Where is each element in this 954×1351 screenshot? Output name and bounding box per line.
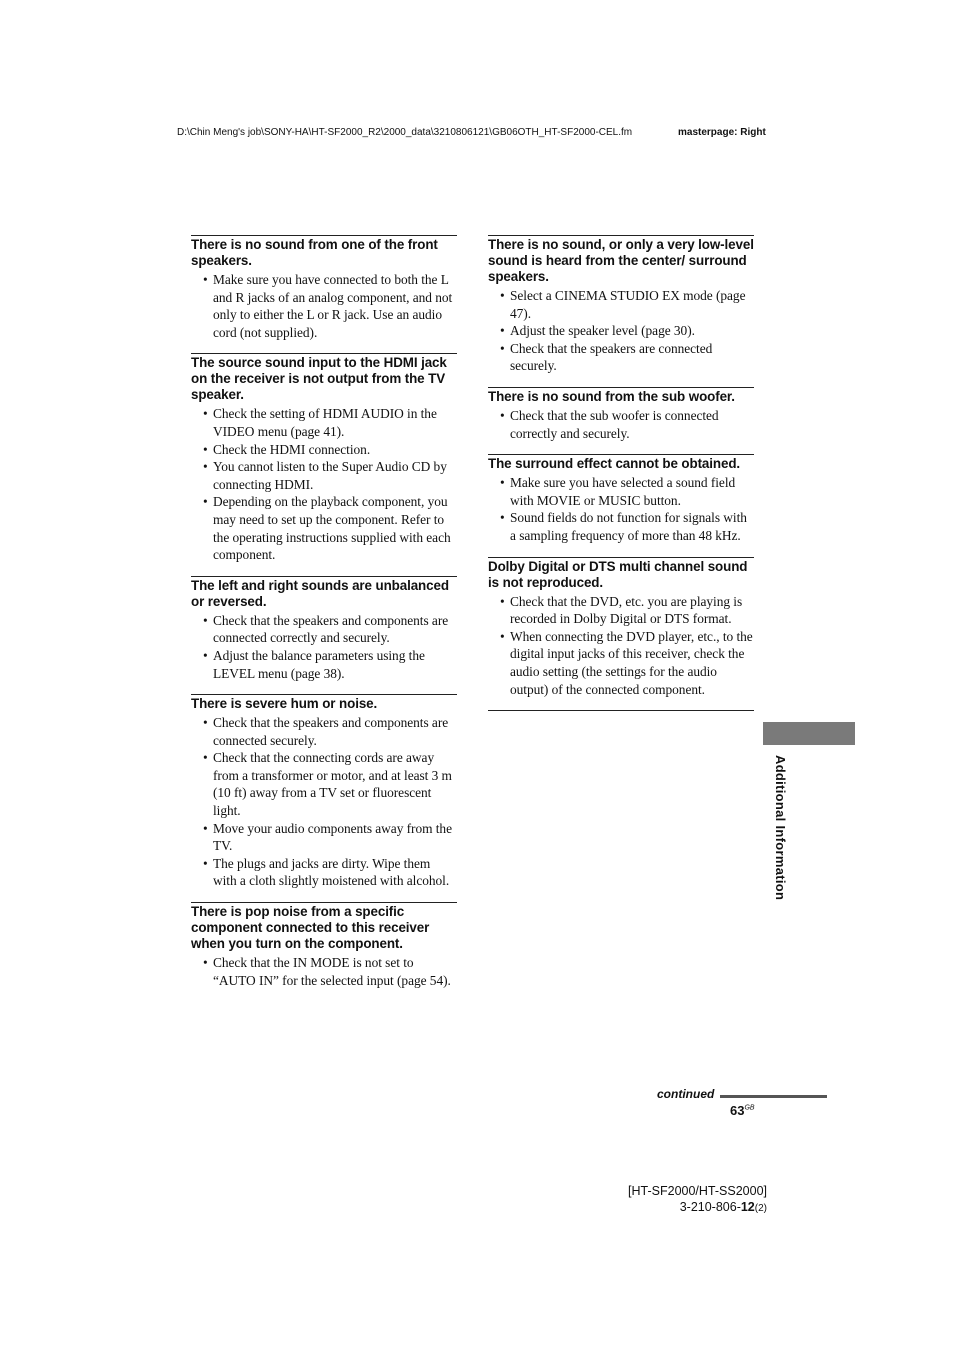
section-title: The source sound input to the HDMI jack on the receiver is not output from the TV speaker. [191,355,447,403]
troubleshoot-section [191,576,457,682]
troubleshoot-section [191,235,457,341]
troubleshoot-section [191,694,457,890]
section-title: There is no sound from one of the front speakers. [191,237,438,268]
troubleshoot-section [488,454,754,544]
list-item: • Check the setting of HDMI AUDIO in the VIDEO menu (page 41). [191,405,457,440]
section-title: The surround effect cannot be obtained. [488,456,741,472]
footer-code [628,1199,767,1217]
list-item: • Make sure you have connected to both the L and R jacks of an analog component, and not only to either the L or R jack. Use an audio cord (not supplied). [191,271,457,341]
left-column [191,235,457,1001]
list-item: • Move your audio components away from the TV. [191,820,457,855]
section-title: Dolby Digital or DTS multi channel sound is not reproduced. [488,558,748,590]
troubleshoot-section [488,387,754,442]
list-item: • Adjust the speaker level (page 30). [488,322,754,340]
column-end-rule [488,710,754,711]
section-title: There is pop noise from a specific component connected to this receiver when you turn on the component. [191,904,430,952]
page-number [730,1103,755,1118]
list-item: • Check that the sub woofer is connected correctly and securely. [488,407,754,442]
list-item: • Check that the speakers are connected securely. [488,340,754,375]
footer-code-prefix: 3-210-806- [679,1200,741,1214]
page-number-value: 63 [730,1103,745,1118]
list-item: • Select a CINEMA STUDIO EX mode (page 47). [488,287,754,322]
section-title: There is no sound, or only a very low-level sound is heard from the center/ surround speakers. [488,237,754,284]
troubleshoot-section [488,235,754,375]
continued-label: continued [657,1087,715,1101]
section-title: The left and right sounds are unbalanced or reversed. [191,577,449,609]
section-tab-marker [763,722,855,745]
list-item: • Make sure you have selected a sound field with MOVIE or MUSIC button. [488,474,754,509]
footer [628,1183,767,1217]
list-item: • Check that the IN MODE is not set to “AUTO IN” for the selected input (page 54). [191,954,457,989]
troubleshoot-section [191,353,457,563]
list-item: • You cannot listen to the Super Audio CD by connecting HDMI. [191,458,457,493]
right-column [488,235,754,711]
list-item: • Check that the speakers and components are connected securely. [191,714,457,749]
footer-code-suffix: (2) [754,1203,767,1214]
troubleshoot-section [191,902,457,989]
side-tab-label: Additional Information [773,755,788,901]
footer-model: [HT-SF2000/HT-SS2000] [628,1184,767,1198]
list-item: • When connecting the DVD player, etc., to the digital input jacks of this receiver, check the audio setting (the settings for the audio output) of the connected component. [488,628,754,698]
section-title: There is no sound from the sub woofer. [488,388,735,404]
footer-code-bold: 12 [740,1200,755,1214]
list-item: • Check that the DVD, etc. you are playing is recorded in Dolby Digital or DTS format. [488,593,754,628]
list-item: • Check that the connecting cords are away from a transformer or motor, and at least 3 m (10 ft) away from a TV set or fluorescent light. [191,749,457,819]
list-item: • The plugs and jacks are dirty. Wipe them with a cloth slightly moistened with alcohol. [191,855,457,890]
troubleshoot-section [488,557,754,699]
masterpage-label: masterpage: Right [678,127,766,138]
list-item: • Check the HDMI connection. [191,441,457,459]
list-item: • Sound fields do not function for signals with a sampling frequency of more than 48 kHz. [488,509,754,544]
file-path-header: D:\Chin Meng's job\SONY-HA\HT-SF2000_R2\2000_data\3210806121\GB06OTH_HT-SF2000-CEL.fm [177,127,633,138]
list-item: • Depending on the playback component, you may need to set up the component. Refer to the operating instructions supplied with each component. [191,493,457,563]
section-title: There is severe hum or noise. [191,696,378,712]
continued-rule [720,1095,827,1098]
page-number-suffix: GB [744,1104,755,1112]
list-item: • Check that the speakers and components are connected correctly and securely. [191,612,457,647]
list-item: • Adjust the balance parameters using the LEVEL menu (page 38). [191,647,457,682]
